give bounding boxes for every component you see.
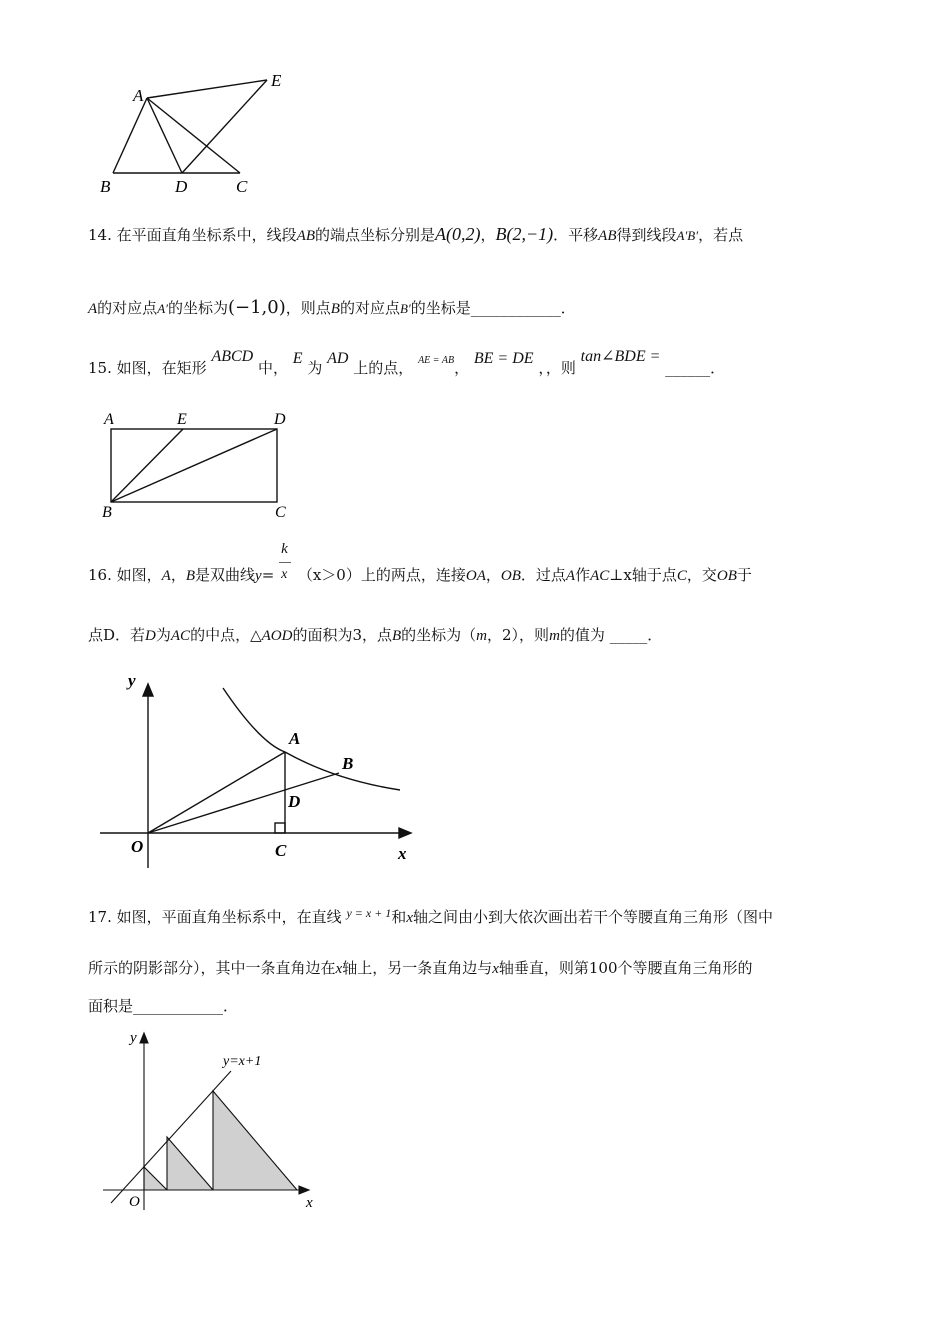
point-A: A(0,2) <box>435 224 481 244</box>
hyperbola-curve <box>223 688 400 790</box>
segment-ED <box>182 80 267 173</box>
figure-q17-svg <box>95 1025 335 1215</box>
figure-q15 <box>95 405 305 520</box>
label-A: A <box>289 729 301 748</box>
figure-q16 <box>95 668 425 868</box>
q16-number: 16. <box>88 566 112 584</box>
segment-AE <box>147 80 267 98</box>
answer-blank: ______． <box>665 359 726 377</box>
label-y: y <box>130 1030 137 1046</box>
q15-line1: 15. 如图，在矩形 ABCD 中， E 为 AD 上的点， $^{AE = AB}$， BE = DE ，，则 tan∠BDE = ______． <box>88 348 726 377</box>
figure-q17 <box>95 1025 335 1215</box>
q14-number: 14. <box>88 226 112 244</box>
segment-BE <box>111 429 183 502</box>
figure-q13-svg <box>95 68 295 198</box>
segment-AD <box>147 98 182 173</box>
label-B: B <box>100 177 111 196</box>
q14-line2: A的对应点A′的坐标为(−1,0)，则点B的对应点B′的坐标是____________． <box>88 297 576 318</box>
answer-blank: _____． <box>609 626 663 644</box>
triangle-3 <box>213 1091 297 1190</box>
label-line: y=x+1 <box>223 1054 262 1069</box>
label-y: y <box>128 671 136 690</box>
label-B: B <box>342 754 354 773</box>
right-angle-mark <box>275 823 285 833</box>
label-D: D <box>288 792 301 811</box>
label-x: x <box>306 1195 313 1211</box>
label-O: O <box>131 837 144 856</box>
q17-line2: 所示的阴影部分），其中一条直角边在x轴上，另一条直角边与x轴垂直，则第100个等腰直角三角形的 <box>88 959 753 977</box>
y-axis-arrow <box>143 684 153 696</box>
fraction-k-over-x: $\frac{k}{x}$ <box>279 565 293 585</box>
q16-line1: 16. 如图，A，B是双曲线y= $\frac{k}{x}$ （x＞0）上的两点，连接OA，OB．过点A作AC⊥x轴于点C，交OB于 <box>88 541 752 584</box>
answer-blank: ____________． <box>470 299 576 317</box>
q14-line1: 14. 在平面直角坐标系中，线段AB的端点坐标分别是A(0,2)，B(2,−1)．平移AB得到线段A′B′，若点 <box>88 224 744 244</box>
label-A: A <box>133 86 144 105</box>
segment-OA <box>148 752 285 833</box>
triangle-2 <box>167 1137 213 1190</box>
label-x: x <box>398 844 407 863</box>
label-A: A <box>104 411 114 428</box>
point-B: B(2,−1) <box>495 224 554 244</box>
y-axis-arrow <box>140 1033 148 1043</box>
segment-BD <box>111 429 277 502</box>
segment-AB <box>113 98 147 173</box>
x-axis-arrow <box>299 1186 309 1194</box>
label-C: C <box>236 177 248 196</box>
figure-q15-svg <box>95 405 305 520</box>
q17-number: 17. <box>88 908 112 926</box>
q17-line1: 17. 如图，平面直角坐标系中，在直线 $^{y = x + 1}$和x轴之间由小到大依次画出若干个等腰直角三角形（图中 <box>88 906 773 926</box>
label-E: E <box>271 71 282 90</box>
segment-AC <box>147 98 240 173</box>
label-O: O <box>129 1194 140 1210</box>
x-axis-arrow <box>399 828 411 838</box>
coord-Aprime: (−1,0) <box>228 297 286 318</box>
figure-q16-svg <box>95 668 425 868</box>
q16-line2: 点D．若D为AC的中点，△AOD的面积为3，点B的坐标为（m，2），则m的值为 _____． <box>88 626 663 644</box>
label-D: D <box>175 177 188 196</box>
label-D: D <box>274 411 286 428</box>
segment-OB <box>148 773 339 833</box>
q15-number: 15. <box>88 359 112 377</box>
triangle-1 <box>144 1167 167 1190</box>
figure-q13 <box>95 68 295 198</box>
label-C: C <box>275 841 287 860</box>
label-E: E <box>177 411 187 428</box>
label-B: B <box>102 504 112 520</box>
q17-line3: 面积是____________． <box>88 997 239 1015</box>
label-C: C <box>275 504 286 520</box>
